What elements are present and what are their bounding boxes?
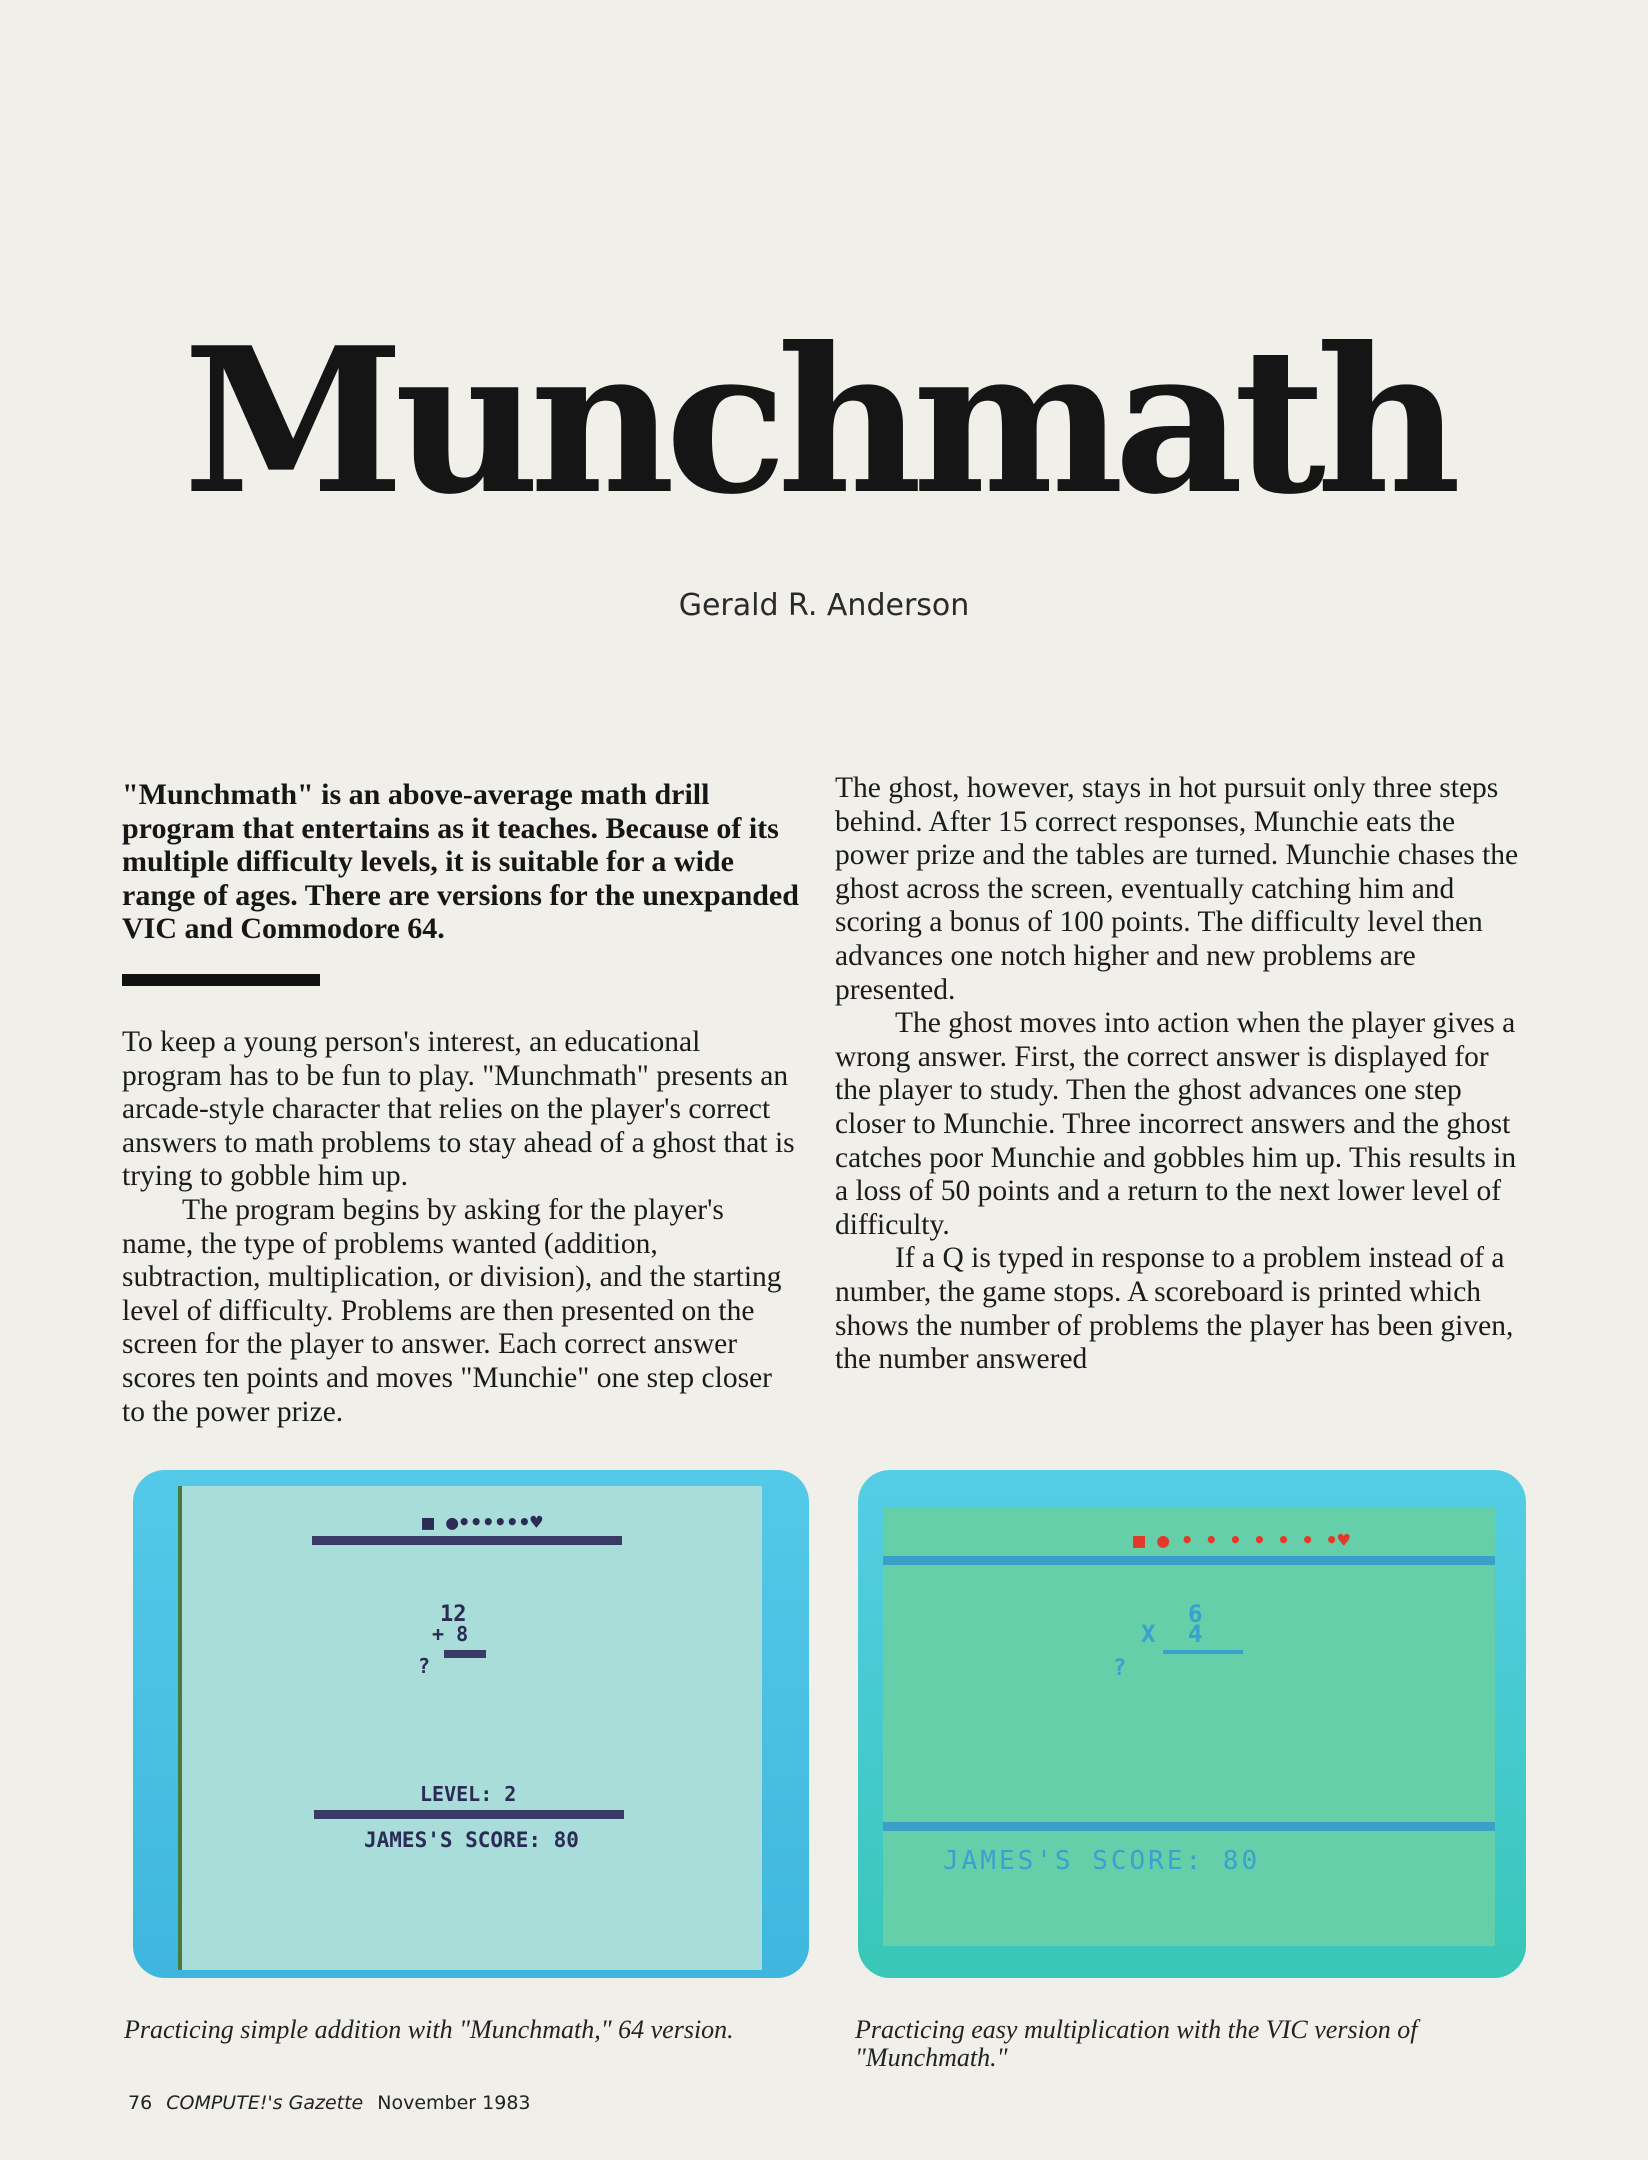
answer-line [444,1650,486,1658]
munchie-track: ■ ● • • • • • • •♥ [1133,1528,1350,1552]
answer-prompt: ? [1113,1656,1127,1681]
problem-operator: X [1141,1620,1156,1648]
right-column [835,772,1525,1377]
answer-prompt: ? [418,1654,431,1678]
score-label: JAMES'S SCORE: 80 [943,1846,1261,1876]
vic-screenshot [858,1470,1526,1978]
top-bar [883,1556,1495,1565]
answer-line [1163,1650,1243,1654]
problem-operator-line: + 8 [432,1622,469,1646]
body-paragraph: If a Q is typed in response to a problem instead of a number, the game stops. A scoreboard is printed which shows the number of problems the player has been given, the number answered [835,1242,1514,1376]
caption-c64: Practicing simple addition with "Munchmath," 64 version. [124,2015,734,2044]
c64-screenshot [133,1470,809,1978]
left-column [122,778,802,1429]
c64-screen-display [178,1486,762,1970]
score-label: JAMES'S SCORE: 80 [364,1828,579,1852]
caption-vic: Practicing easy multiplication with the VIC version of "Munchmath." [855,2015,1418,2072]
page-footer [128,2092,531,2114]
body-paragraph: The ghost, however, stays in hot pursuit only three steps behind. After 15 correct responses, Munchie eats the power prize and the tables are turned. Munchie chases the ghost across the screen, eventually catching him and scoring a bonus of 100 points. The difficulty level then advances one notch higher and new problems are presented. [835,772,1519,1006]
body-paragraph: To keep a young person's interest, an educational program has to be fun to play. "Munchmath" presents an arcade-style character that relies on the player's correct answers to math problems to stay ahead of a ghost that is trying to gobble him up. [122,1025,795,1193]
issue-date: November 1983 [377,2092,531,2114]
top-bar [312,1536,622,1545]
bottom-bar [883,1822,1495,1831]
problem-top-number: 12 [440,1602,467,1627]
bottom-bar [314,1810,624,1819]
publication-name: COMPUTE!'s Gazette [166,2092,364,2114]
problem-bottom-number: 4 [1188,1620,1203,1648]
vic-screen-display [883,1508,1495,1946]
article-deck: "Munchmath" is an above-average math drill program that entertains as it teaches. Because of its multiple difficulty levels, it is suitable for a wide range of ages. There are versions for the unexpanded VIC and Commodore 64. [122,778,799,946]
page-number: 76 [128,2092,153,2114]
article-title: Munchmath [183,304,1452,539]
body-paragraph: The program begins by asking for the player's name, the type of problems wanted (addition, subtraction, multiplication, or division), and the starting level of difficulty. Problems are then presented on the screen for the player to answer. Each correct answer scores ten points and moves "Munchie" one step closer to the power prize. [122,1193,782,1428]
problem-top-number: 6 [1188,1600,1203,1628]
author-byline: Gerald R. Anderson [678,588,970,623]
level-label: LEVEL: 2 [420,1782,517,1806]
body-paragraph: The ghost moves into action when the player gives a wrong answer. First, the correct answer is displayed for the player to study. Then the ghost advances one step closer to Munchie. Three incorrect answers and the ghost catches poor Munchie and gobbles him up. This results in a loss of 50 points and a return to the next lower level of difficulty. [835,1007,1517,1241]
deck-rule [122,974,320,986]
munchie-track: ■ ●••••••♥ [422,1510,543,1534]
